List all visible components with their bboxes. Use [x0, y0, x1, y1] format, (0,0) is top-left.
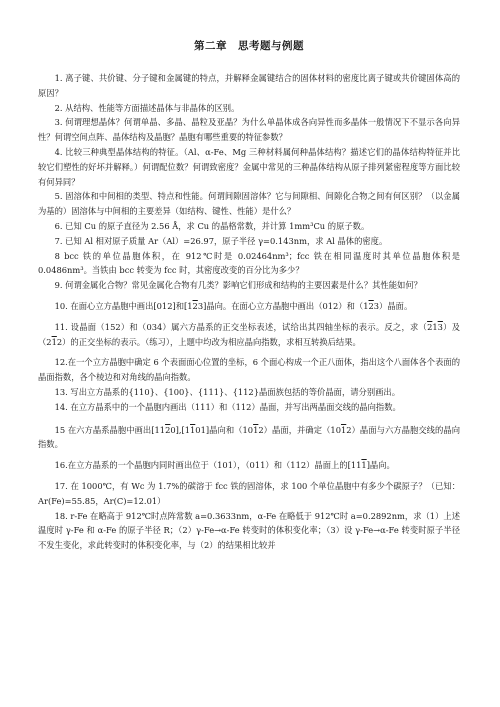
question-8: 8 bcc 铁的单位晶胞体积，在 912℃时是 0.02464nm³；fcc 铁在相同温度时其单位晶胞体积是 0.0486nm³。当铁由 bcc 转变为 fcc 时，其密度改变的百分比为多少？ [38, 250, 460, 276]
question-11: 11. 设晶面（152）和（034）属六方晶系的正交坐标表述，试给出其四轴坐标的表示。反之，求（213）及（212）的正交坐标的表示。（练习），上题中均改为相应晶向指数，求相互转换后结果。 [38, 321, 460, 347]
question-10: 10. 在面心立方晶胞中画出[012]和[123]晶向。在面心立方晶胞中画出（012）和（123）晶面。 [54, 300, 413, 311]
question-9: 9. 何谓金属化合物？常见金属化合物有几类？影响它们形成和结构的主要因素是什么？其性能如何？ [54, 280, 422, 291]
question-14: 14. 在立方晶系中的一个晶胞内画出（111）和（112）晶面，并写出两晶面交线的晶向指数。 [54, 401, 401, 412]
question-13: 13. 写出立方晶系的{110}、{100}、{111}、{112}晶面族包括的等价晶面，请分别画出。 [54, 386, 401, 397]
question-1: 1. 离子键、共价键、分子键和金属键的特点，并解释金属键结合的固体材料的密度比离子键或共价键固体高的原因？ [38, 73, 460, 98]
question-5: 5. 固溶体和中间相的类型、特点和性能。何谓间隙固溶体？它与间隙相、间隙化合物之间有何区别？（以金属为基的）固溶体与中间相的主要差异（如结构、键性、性能）是什么？ [38, 191, 460, 217]
chapter-title: 第二章 思考题与例题 [194, 40, 304, 52]
question-7: 7. 已知 Al 相对原子质量 Ar（Al）=26.97，原子半径 γ=0.143nm，求 Al 晶体的密度。 [54, 235, 388, 246]
question-18: 18. r-Fe 在略高于 912℃时点阵常数 a=0.3633nm，α-Fe 在略低于 912℃时 a=0.2892nm，求（1）上述温度时 γ-Fe 和 α-Fe 的原子半径 R；（2）γ-Fe→α-Fe 转变时的体积变化率；（3）设 γ-Fe→α-Fe 转变时原子半径不发生变化，求此转变时的体积变化率，与（2）的结果相比较并 [38, 510, 460, 551]
question-6: 6. 已知 Cu 的原子直径为 2.56 Å，求 Cu 的晶格常数，并计算 1mm³Cu 的原子数。 [54, 220, 370, 231]
question-17: 17. 在 1000℃，有 Wc 为 1.7%的碳溶于 fcc 铁的固溶体，求 100 个单位晶胞中有多少个碳原子？（已知：Ar(Fe)=55.85，Ar(C)=12.01） [38, 480, 460, 506]
question-16: 16.在立方晶系的一个晶胞内同时画出位于（101），（011）和（112）晶面上的[111]晶向。 [54, 460, 395, 471]
question-4: 4. 比较三种典型晶体结构的特征。（Al、α-Fe、Mg 三种材料属何种晶体结构？描述它们的晶体结构特征并比较它们塑性的好坏并解释。）何谓配位数？何谓致密度？金属中常见的三种晶体结构从原子排列紧密程度等方面比较有何异同？ [38, 146, 460, 187]
question-3: 3. 何谓理想晶体？何谓单晶、多晶、晶粒及亚晶？为什么单晶体成各向异性而多晶体一般情况下不显示各向异性？何谓空间点阵、晶体结构及晶胞？晶胞有哪些重要的特征参数？ [38, 117, 460, 143]
question-2: 2. 从结构、性能等方面描述晶体与非晶体的区别。 [54, 102, 240, 113]
question-15: 15 在六方晶系晶胞中画出[1120],[1101]晶向和（1012）晶面，并确定（1012）晶面与六方晶胞交线的晶向指数。 [38, 424, 460, 450]
question-12: 12.在一个立方晶胞中确定 6 个表面面心位置的坐标，6 个面心构成一个正八面体，指出这个八面体各个表面的晶面指数，各个棱边和对角线的晶向指数。 [38, 357, 460, 383]
